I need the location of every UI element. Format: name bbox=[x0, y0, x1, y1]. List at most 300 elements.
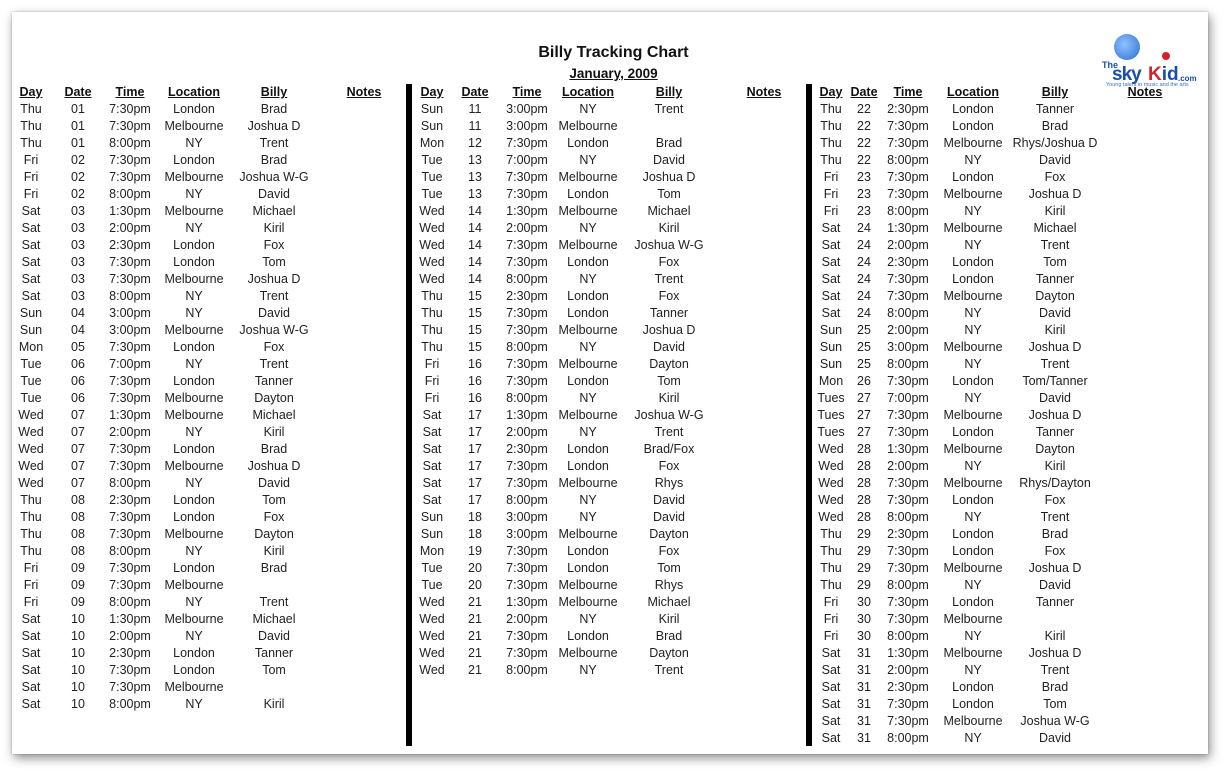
cell-time: 7:30pm bbox=[506, 544, 548, 558]
cell-location: Melbourne bbox=[558, 578, 618, 592]
cell-date: 28 bbox=[857, 442, 871, 456]
cell-time: 7:30pm bbox=[887, 714, 929, 728]
cell-location: London bbox=[567, 442, 609, 456]
cell-location: Melbourne bbox=[943, 442, 1003, 456]
cell-billy: Joshua W-G bbox=[239, 170, 309, 184]
cell-time: 2:30pm bbox=[109, 493, 151, 507]
cell-time: 3:00pm bbox=[506, 510, 548, 524]
cell-day: Sat bbox=[821, 272, 841, 286]
cell-day: Thu bbox=[820, 136, 842, 150]
cell-billy: Trent bbox=[1040, 663, 1070, 677]
cell-time: 7:30pm bbox=[109, 119, 151, 133]
cell-location: London bbox=[173, 561, 215, 575]
cell-day: Fri bbox=[23, 153, 39, 167]
cell-day: Thu bbox=[421, 306, 443, 320]
cell-date: 10 bbox=[71, 646, 85, 660]
table-row bbox=[14, 322, 404, 339]
table-row bbox=[814, 730, 1204, 747]
cell-day: Sat bbox=[422, 408, 442, 422]
cell-time: 7:30pm bbox=[887, 119, 929, 133]
cell-day: Sat bbox=[21, 255, 41, 269]
cell-date: 21 bbox=[468, 663, 482, 677]
cell-billy: Rhys bbox=[654, 476, 684, 490]
cell-location: Melbourne bbox=[164, 527, 224, 541]
cell-location: NY bbox=[185, 544, 203, 558]
table-row bbox=[14, 390, 404, 407]
cell-day: Sun bbox=[420, 510, 444, 524]
cell-day: Sun bbox=[420, 527, 444, 541]
cell-billy: Kiril bbox=[658, 221, 680, 235]
cell-location: Melbourne bbox=[943, 646, 1003, 660]
cell-billy: Kiril bbox=[263, 697, 285, 711]
cell-billy: Dayton bbox=[649, 646, 689, 660]
cell-date: 18 bbox=[468, 510, 482, 524]
cell-date: 15 bbox=[468, 289, 482, 303]
cell-day: Wed bbox=[18, 425, 44, 439]
cell-date: 02 bbox=[71, 170, 85, 184]
cell-location: London bbox=[952, 697, 994, 711]
cell-time: 7:30pm bbox=[109, 391, 151, 405]
cell-billy: Joshua D bbox=[642, 323, 696, 337]
cell-billy: Brad bbox=[655, 629, 683, 643]
cell-day: Tue bbox=[421, 153, 443, 167]
cell-day: Fri bbox=[823, 187, 839, 201]
cell-location: Melbourne bbox=[558, 170, 618, 184]
header-day: Day bbox=[420, 85, 444, 99]
cell-time: 7:30pm bbox=[506, 238, 548, 252]
cell-billy: David bbox=[653, 153, 685, 167]
cell-location: NY bbox=[964, 731, 982, 745]
cell-location: NY bbox=[964, 391, 982, 405]
table-row bbox=[414, 271, 804, 288]
cell-location: NY bbox=[964, 510, 982, 524]
table-row bbox=[814, 492, 1204, 509]
table-row bbox=[814, 696, 1204, 713]
cell-billy: Tanner bbox=[1035, 595, 1075, 609]
cell-location: London bbox=[173, 255, 215, 269]
cell-billy: Fox bbox=[1044, 170, 1066, 184]
cell-billy: Michael bbox=[252, 612, 296, 626]
table-row bbox=[814, 373, 1204, 390]
cell-date: 08 bbox=[71, 510, 85, 524]
cell-date: 07 bbox=[71, 408, 85, 422]
cell-day: Wed bbox=[818, 459, 844, 473]
cell-time: 7:00pm bbox=[506, 153, 548, 167]
cell-location: Melbourne bbox=[164, 680, 224, 694]
cell-day: Sat bbox=[422, 493, 442, 507]
cell-location: Melbourne bbox=[943, 340, 1003, 354]
cell-date: 04 bbox=[71, 323, 85, 337]
cell-location: Melbourne bbox=[164, 119, 224, 133]
cell-location: Melbourne bbox=[558, 119, 618, 133]
cell-billy: David bbox=[653, 340, 685, 354]
cell-location: Melbourne bbox=[164, 272, 224, 286]
cell-date: 23 bbox=[857, 204, 871, 218]
cell-billy: Brad/Fox bbox=[643, 442, 695, 456]
cell-time: 7:30pm bbox=[109, 663, 151, 677]
cell-day: Mon bbox=[18, 340, 44, 354]
cell-location: NY bbox=[964, 629, 982, 643]
cell-location: London bbox=[567, 561, 609, 575]
cell-location: NY bbox=[579, 391, 597, 405]
cell-time: 7:30pm bbox=[506, 646, 548, 660]
table-row bbox=[814, 441, 1204, 458]
cell-time: 7:30pm bbox=[109, 459, 151, 473]
cell-time: 7:30pm bbox=[109, 578, 151, 592]
cell-day: Wed bbox=[818, 510, 844, 524]
logo-tagline: Young talent in music and the arts bbox=[1106, 82, 1189, 88]
cell-day: Sat bbox=[821, 680, 841, 694]
table-row bbox=[14, 339, 404, 356]
cell-day: Tue bbox=[421, 187, 443, 201]
cell-day: Thu bbox=[820, 578, 842, 592]
cell-time: 8:00pm bbox=[506, 272, 548, 286]
cell-location: Melbourne bbox=[164, 578, 224, 592]
cell-date: 14 bbox=[468, 255, 482, 269]
table-row bbox=[14, 424, 404, 441]
cell-date: 25 bbox=[857, 340, 871, 354]
cell-billy: David bbox=[1039, 391, 1071, 405]
cell-location: London bbox=[173, 442, 215, 456]
cell-date: 22 bbox=[857, 119, 871, 133]
table-row bbox=[14, 220, 404, 237]
cell-day: Sat bbox=[21, 697, 41, 711]
cell-location: NY bbox=[964, 323, 982, 337]
table-row bbox=[814, 475, 1204, 492]
cell-day: Tues bbox=[817, 425, 845, 439]
table-row bbox=[814, 339, 1204, 356]
table-row bbox=[814, 679, 1204, 696]
cell-location: London bbox=[173, 510, 215, 524]
cell-location: Melbourne bbox=[943, 408, 1003, 422]
cell-billy: Joshua W-G bbox=[634, 238, 704, 252]
cell-location: London bbox=[567, 187, 609, 201]
cell-date: 15 bbox=[468, 340, 482, 354]
cell-day: Sat bbox=[821, 646, 841, 660]
logo-sky: sky bbox=[1112, 64, 1141, 85]
table-row bbox=[414, 407, 804, 424]
cell-date: 21 bbox=[468, 629, 482, 643]
cell-date: 07 bbox=[71, 476, 85, 490]
cell-time: 7:30pm bbox=[887, 697, 929, 711]
cell-time: 2:30pm bbox=[887, 255, 929, 269]
cell-day: Sun bbox=[420, 102, 444, 116]
table-row bbox=[814, 203, 1204, 220]
table-row bbox=[14, 373, 404, 390]
cell-location: London bbox=[567, 255, 609, 269]
cell-day: Wed bbox=[419, 255, 445, 269]
table-row bbox=[14, 679, 404, 696]
header-day: Day bbox=[19, 85, 43, 99]
header-billy: Billy bbox=[1041, 85, 1069, 99]
cell-time: 3:00pm bbox=[109, 306, 151, 320]
cell-date: 31 bbox=[857, 714, 871, 728]
cell-time: 7:30pm bbox=[887, 561, 929, 575]
table-row bbox=[814, 662, 1204, 679]
header-date: Date bbox=[850, 85, 878, 99]
cell-location: NY bbox=[185, 697, 203, 711]
table-row bbox=[414, 424, 804, 441]
cell-billy: Trent bbox=[259, 289, 289, 303]
cell-date: 01 bbox=[71, 119, 85, 133]
cell-day: Thu bbox=[20, 493, 42, 507]
cell-time: 2:30pm bbox=[109, 238, 151, 252]
table-row bbox=[14, 356, 404, 373]
cell-date: 24 bbox=[857, 255, 871, 269]
cell-time: 7:30pm bbox=[506, 476, 548, 490]
cell-time: 8:00pm bbox=[109, 289, 151, 303]
cell-date: 31 bbox=[857, 697, 871, 711]
cell-billy: Dayton bbox=[254, 391, 294, 405]
cell-location: London bbox=[952, 544, 994, 558]
cell-billy: Tom bbox=[1043, 697, 1067, 711]
cell-date: 04 bbox=[71, 306, 85, 320]
cell-billy: Tom bbox=[657, 187, 681, 201]
table-row bbox=[814, 220, 1204, 237]
table-row bbox=[414, 169, 804, 186]
cell-billy: Dayton bbox=[254, 527, 294, 541]
cell-billy: Trent bbox=[654, 272, 684, 286]
cell-location: Melbourne bbox=[558, 476, 618, 490]
cell-day: Tue bbox=[421, 561, 443, 575]
cell-billy: Fox bbox=[263, 238, 285, 252]
cell-billy: David bbox=[1039, 731, 1071, 745]
cell-time: 1:30pm bbox=[887, 442, 929, 456]
cell-time: 2:00pm bbox=[506, 221, 548, 235]
cell-location: London bbox=[567, 629, 609, 643]
table-row bbox=[814, 611, 1204, 628]
table-row bbox=[14, 288, 404, 305]
cell-billy: David bbox=[258, 187, 290, 201]
cell-date: 30 bbox=[857, 595, 871, 609]
cell-day: Mon bbox=[419, 544, 445, 558]
cell-time: 2:30pm bbox=[887, 680, 929, 694]
cell-time: 1:30pm bbox=[506, 595, 548, 609]
cell-location: Melbourne bbox=[558, 527, 618, 541]
cell-location: London bbox=[173, 102, 215, 116]
table-row bbox=[814, 577, 1204, 594]
cell-location: NY bbox=[579, 510, 597, 524]
cell-date: 13 bbox=[468, 170, 482, 184]
cell-time: 7:30pm bbox=[109, 527, 151, 541]
cell-day: Sat bbox=[21, 612, 41, 626]
table-row bbox=[414, 305, 804, 322]
cell-location: Melbourne bbox=[164, 170, 224, 184]
cell-date: 29 bbox=[857, 544, 871, 558]
cell-location: London bbox=[173, 340, 215, 354]
cell-day: Thu bbox=[421, 340, 443, 354]
cell-location: Melbourne bbox=[164, 408, 224, 422]
table-row bbox=[814, 186, 1204, 203]
cell-time: 8:00pm bbox=[887, 306, 929, 320]
skykid-logo bbox=[1100, 32, 1204, 90]
table-row bbox=[814, 305, 1204, 322]
cell-time: 7:30pm bbox=[887, 612, 929, 626]
cell-location: NY bbox=[185, 221, 203, 235]
table-row bbox=[414, 288, 804, 305]
cell-day: Wed bbox=[419, 272, 445, 286]
cell-billy: Kiril bbox=[1044, 323, 1066, 337]
cell-date: 03 bbox=[71, 272, 85, 286]
cell-date: 21 bbox=[468, 595, 482, 609]
table-row bbox=[814, 356, 1204, 373]
cell-time: 7:30pm bbox=[887, 425, 929, 439]
cell-billy: Trent bbox=[654, 663, 684, 677]
header-notes: Notes bbox=[746, 85, 782, 99]
cell-time: 7:30pm bbox=[109, 255, 151, 269]
cell-location: NY bbox=[964, 238, 982, 252]
cell-date: 25 bbox=[857, 357, 871, 371]
cell-date: 11 bbox=[468, 102, 482, 116]
cell-date: 14 bbox=[468, 204, 482, 218]
cell-day: Tue bbox=[20, 391, 42, 405]
cell-day: Thu bbox=[820, 561, 842, 575]
cell-date: 02 bbox=[71, 187, 85, 201]
logo-globe-icon bbox=[1114, 34, 1140, 60]
cell-time: 8:00pm bbox=[506, 493, 548, 507]
header-billy: Billy bbox=[655, 85, 683, 99]
cell-billy: Kiril bbox=[1044, 629, 1066, 643]
cell-location: London bbox=[952, 374, 994, 388]
cell-day: Thu bbox=[20, 102, 42, 116]
cell-location: NY bbox=[185, 187, 203, 201]
cell-date: 28 bbox=[857, 493, 871, 507]
cell-date: 28 bbox=[857, 459, 871, 473]
cell-time: 8:00pm bbox=[109, 476, 151, 490]
cell-time: 1:30pm bbox=[109, 408, 151, 422]
cell-day: Sat bbox=[422, 442, 442, 456]
cell-time: 7:30pm bbox=[109, 510, 151, 524]
table-row bbox=[14, 577, 404, 594]
cell-billy: David bbox=[258, 629, 290, 643]
cell-billy: Joshua D bbox=[642, 170, 696, 184]
cell-location: Melbourne bbox=[164, 459, 224, 473]
cell-time: 7:30pm bbox=[887, 408, 929, 422]
cell-billy: Joshua D bbox=[247, 459, 301, 473]
cell-date: 09 bbox=[71, 578, 85, 592]
cell-time: 1:30pm bbox=[887, 646, 929, 660]
table-row bbox=[14, 458, 404, 475]
cell-day: Tues bbox=[817, 391, 845, 405]
cell-location: London bbox=[952, 680, 994, 694]
cell-date: 11 bbox=[468, 119, 482, 133]
cell-billy: Tom bbox=[262, 255, 286, 269]
cell-day: Sat bbox=[821, 255, 841, 269]
cell-time: 7:00pm bbox=[109, 357, 151, 371]
cell-billy: Joshua D bbox=[1028, 646, 1082, 660]
cell-date: 06 bbox=[71, 374, 85, 388]
header-location: Location bbox=[167, 85, 221, 99]
cell-day: Sat bbox=[422, 476, 442, 490]
cell-date: 24 bbox=[857, 272, 871, 286]
cell-date: 02 bbox=[71, 153, 85, 167]
cell-location: Melbourne bbox=[943, 714, 1003, 728]
cell-location: London bbox=[567, 374, 609, 388]
cell-day: Sat bbox=[821, 731, 841, 745]
cell-location: Melbourne bbox=[558, 408, 618, 422]
table-row bbox=[814, 526, 1204, 543]
cell-billy: Fox bbox=[263, 340, 285, 354]
cell-location: NY bbox=[579, 221, 597, 235]
table-row bbox=[814, 628, 1204, 645]
cell-day: Thu bbox=[20, 136, 42, 150]
cell-time: 1:30pm bbox=[109, 204, 151, 218]
cell-billy: Joshua W-G bbox=[239, 323, 309, 337]
cell-date: 22 bbox=[857, 102, 871, 116]
cell-day: Sun bbox=[819, 340, 843, 354]
cell-location: Melbourne bbox=[558, 357, 618, 371]
cell-billy: Michael bbox=[647, 595, 691, 609]
cell-billy: Tom/Tanner bbox=[1022, 374, 1088, 388]
cell-date: 23 bbox=[857, 187, 871, 201]
cell-date: 17 bbox=[468, 425, 482, 439]
table-row bbox=[414, 628, 804, 645]
cell-location: NY bbox=[579, 663, 597, 677]
cell-day: Fri bbox=[23, 595, 39, 609]
cell-billy: Fox bbox=[1044, 493, 1066, 507]
cell-date: 27 bbox=[857, 391, 871, 405]
cell-billy: Brad bbox=[260, 153, 288, 167]
cell-day: Sat bbox=[21, 289, 41, 303]
cell-location: London bbox=[952, 119, 994, 133]
cell-day: Thu bbox=[820, 544, 842, 558]
cell-billy: Tanner bbox=[254, 646, 294, 660]
cell-date: 03 bbox=[71, 238, 85, 252]
table-row bbox=[814, 560, 1204, 577]
cell-time: 7:30pm bbox=[506, 357, 548, 371]
cell-time: 2:00pm bbox=[887, 323, 929, 337]
cell-time: 3:00pm bbox=[506, 527, 548, 541]
cell-location: London bbox=[952, 527, 994, 541]
cell-location: London bbox=[567, 544, 609, 558]
cell-location: London bbox=[567, 459, 609, 473]
cell-billy: Kiril bbox=[658, 612, 680, 626]
logo-kid: Kid bbox=[1148, 64, 1179, 85]
table-row bbox=[414, 186, 804, 203]
cell-location: Melbourne bbox=[943, 561, 1003, 575]
cell-billy: Joshua D bbox=[1028, 187, 1082, 201]
table-header bbox=[14, 84, 404, 101]
cell-day: Sun bbox=[819, 357, 843, 371]
logo-the: The bbox=[1102, 60, 1119, 70]
table-row bbox=[814, 237, 1204, 254]
cell-billy: Trent bbox=[654, 102, 684, 116]
cell-location: Melbourne bbox=[943, 136, 1003, 150]
cell-location: Melbourne bbox=[164, 612, 224, 626]
cell-date: 06 bbox=[71, 357, 85, 371]
cell-billy: Michael bbox=[647, 204, 691, 218]
table-row bbox=[14, 611, 404, 628]
cell-time: 7:30pm bbox=[887, 544, 929, 558]
cell-date: 22 bbox=[857, 153, 871, 167]
cell-location: London bbox=[952, 102, 994, 116]
table-row bbox=[414, 560, 804, 577]
cell-time: 7:30pm bbox=[887, 476, 929, 490]
cell-billy: Fox bbox=[263, 510, 285, 524]
cell-location: NY bbox=[964, 306, 982, 320]
cell-day: Tue bbox=[421, 170, 443, 184]
cell-time: 3:00pm bbox=[109, 323, 151, 337]
table-row bbox=[414, 101, 804, 118]
cell-date: 08 bbox=[71, 544, 85, 558]
cell-billy: Joshua D bbox=[247, 272, 301, 286]
cell-time: 7:30pm bbox=[109, 442, 151, 456]
cell-location: NY bbox=[185, 357, 203, 371]
cell-date: 14 bbox=[468, 221, 482, 235]
cell-billy: Dayton bbox=[1035, 442, 1075, 456]
table-row bbox=[14, 441, 404, 458]
header-notes: Notes bbox=[346, 85, 382, 99]
